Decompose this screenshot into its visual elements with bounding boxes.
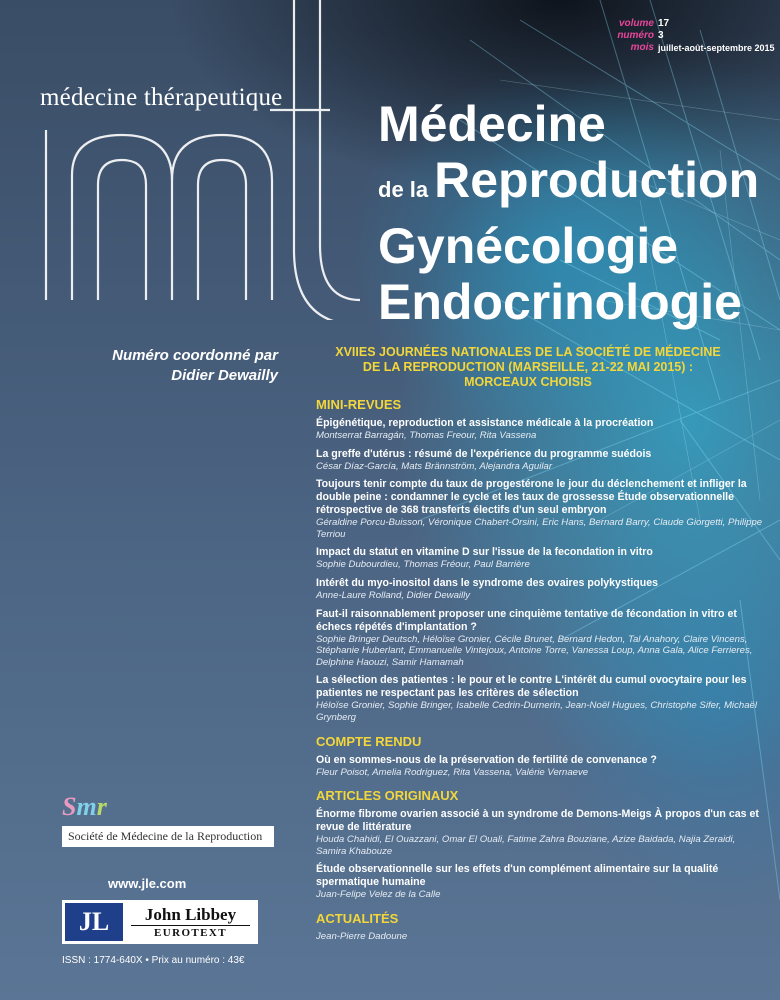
article-title: Faut-il raisonnablement proposer une cinquième tentative de fécondation in vitro et échecs répétés d'implantation ? <box>316 607 737 633</box>
article-authors: Géraldine Porcu-Buisson, Véronique Chabert-Orsini, Eric Hans, Bernard Barry, Claude Giorgetti, Philippe Terriou <box>316 517 763 540</box>
article-title: Épigénétique, reproduction et assistance médicale à la procréation <box>316 417 654 429</box>
numero-value: 3 <box>658 30 664 41</box>
jl-monogram: JL <box>65 903 123 941</box>
journal-title <box>378 96 759 330</box>
issue-info <box>596 18 775 54</box>
article-title: Énorme fibrome ovarien associé à un syndrome de Demons-Meigs À propos d'un cas et revue de littérature <box>316 808 759 834</box>
congress-line-3: MORCEAUX CHOISIS <box>464 375 592 389</box>
congress-heading <box>316 345 740 390</box>
article-title: La sélection des patientes : le pour et le contre L'intérêt du cumul ovocytaire pour les patientes ne respectant pas les critères de sélection <box>316 674 747 700</box>
table-of-contents <box>316 397 766 949</box>
article-authors: César Díaz-García, Mats Brännström, Alejandra Aguilar <box>316 460 553 472</box>
title-line-2 <box>378 152 759 218</box>
section-heading-actualites: ACTUALITÉS <box>316 910 399 926</box>
smr-mark: Smr <box>62 792 107 821</box>
coordination-label: Numéro coordonné par <box>112 347 278 364</box>
publisher-website[interactable]: www.jle.com <box>108 876 187 891</box>
coordination-credit <box>112 346 278 386</box>
numero-label: numéro <box>617 30 654 41</box>
issue-mois-row <box>596 42 775 54</box>
mois-label: mois <box>630 42 654 53</box>
publisher-names <box>123 905 258 939</box>
article-authors: Anne-Laure Rolland, Didier Dewailly <box>316 589 471 601</box>
publisher-subname: EUROTEXT <box>131 925 250 939</box>
volume-value: 17 <box>658 18 670 29</box>
title-line-1: Médecine <box>378 96 606 152</box>
article-title: Étude observationnelle sur les effets d'un complément alimentaire sur la qualité spermatique humaine <box>316 863 719 889</box>
congress-line-2: DE LA REPRODUCTION (MARSEILLE, 21-22 MAI 2015) : <box>362 360 694 374</box>
toc-article <box>316 448 766 473</box>
title-line-3: Gynécologie <box>378 218 679 274</box>
society-logo <box>62 792 274 847</box>
congress-line-1: XVIIES JOURNÉES NATIONALES DE LA SOCIÉTÉ DE MÉDECINE <box>335 345 721 359</box>
journal-name: médecine thérapeutique <box>40 84 283 111</box>
society-name: Société de Médecine de la Reproduction <box>62 826 274 847</box>
article-authors: Sophie Dubourdieu, Thomas Fréour, Paul Barrière <box>316 559 530 571</box>
title-line-2-prefix: de la <box>378 177 429 202</box>
mt-logo <box>0 0 370 320</box>
toc-article <box>316 546 766 571</box>
article-title: Intérêt du myo-inositol dans le syndrome des ovaires polykystiques <box>316 576 659 589</box>
toc-article <box>316 808 766 857</box>
toc-article <box>316 608 766 669</box>
section-heading-mini-revues: MINI-REVUES <box>316 397 402 412</box>
article-title: Impact du statut en vitamine D sur l'issue de la fecondation in vitro <box>316 546 653 559</box>
title-line-4: Endocrinologie <box>378 274 742 330</box>
article-authors: Fleur Poisot, Amelia Rodriguez, Rita Vassena, Valérie Vernaeve <box>316 766 589 778</box>
article-authors: Montserrat Barragán, Thomas Freour, Rita Vassena <box>316 430 537 441</box>
article-title: La greffe d'utérus : résumé de l'expérience du programme suédois <box>316 447 652 460</box>
publisher-name: John Libbey <box>144 905 237 924</box>
article-title: Toujours tenir compte du taux de progestérone le jour du déclenchement et infliger la double peine : condamner le cycle et les taux de grossesse Étude observationnelle rétrospective de 368 transferts électifs d'un seul embryon <box>316 478 747 517</box>
toc-article <box>316 754 766 779</box>
article-authors: Héloïse Gronier, Sophie Bringer, Isabelle Cedrin-Durnerin, Jean-Noël Hugues, Christophe Sifer, Michaël Grynberg <box>316 700 758 723</box>
coordination-editor: Didier Dewailly <box>171 367 278 384</box>
mois-value: juillet-août-septembre 2015 <box>658 43 775 53</box>
section-heading-compte-rendu: COMPTE RENDU <box>316 733 422 749</box>
section-heading-articles-originaux: ARTICLES ORIGINAUX <box>316 788 459 804</box>
article-title: Où en sommes-nous de la préservation de fertilité de convenance ? <box>316 753 657 766</box>
issue-numero-row <box>596 30 775 42</box>
toc-article <box>316 863 766 901</box>
article-authors: Jean-Pierre Dadoune <box>316 930 408 942</box>
article-authors: Sophie Bringer Deutsch, Héloïse Gronier, Cécile Brunet, Bernard Hedon, Tal Anahory, Claire Vincens, Stéphanie Huberlant, Emmanuelle Vintejoux, Antoine Torre, Vanessa Loup, Anna Gala, Alice Ferrieres, Delphine Haouzi, Samir Hamamah <box>316 633 753 668</box>
issn-price: ISSN : 1774-640X • Prix au numéro : 43€ <box>62 955 245 966</box>
toc-article <box>316 417 766 442</box>
title-line-2-main: Reproduction <box>434 152 760 208</box>
toc-article <box>316 931 766 943</box>
article-authors: Juan-Felipe Velez de la Calle <box>316 889 441 901</box>
toc-article <box>316 674 766 723</box>
toc-article <box>316 478 766 540</box>
article-authors: Houda Chahidi, El Ouazzani, Omar El Ouali, Fatime Zahra Bouziane, Azize Baidada, Najia Zeraidi, Samira Khabouze <box>316 834 736 857</box>
toc-article <box>316 577 766 602</box>
issue-volume-row <box>596 18 775 30</box>
publisher-logo <box>62 900 258 944</box>
volume-label: volume <box>618 18 654 29</box>
